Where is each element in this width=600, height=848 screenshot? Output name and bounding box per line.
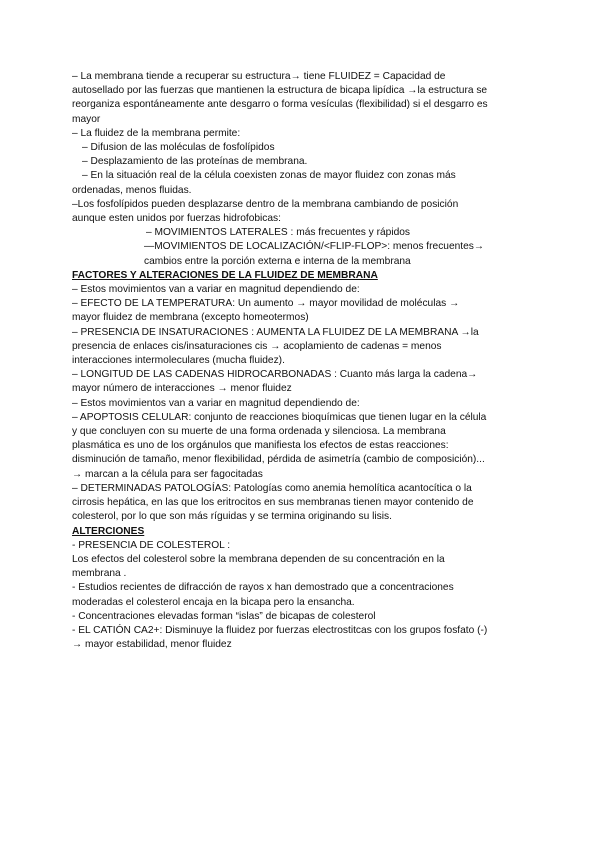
text-line: – LONGITUD DE LAS CADENAS HIDROCARBONADAS : Cuanto más larga la cadena→ xyxy=(72,369,478,381)
text-line: – APOPTOSIS CELULAR: conjunto de reacciones bioquímicas que tienen lugar en la célula xyxy=(72,411,487,423)
text-line: interacciones intermoleculares (mucha fluidez). xyxy=(72,355,285,367)
text-line: membrana . xyxy=(72,568,127,580)
text-line: – Desplazamiento de las proteínas de membrana. xyxy=(82,156,308,168)
text-line: disminución de tamaño, menor flexibilidad, pérdida de asimetría (cambio de composición)... xyxy=(72,454,485,466)
text-line: → mayor estabilidad, menor fluidez xyxy=(72,639,232,651)
text-line: mayor xyxy=(72,113,101,125)
text-line: autosellado por las fuerzas que mantienen la estructura de bicapa lipídica →la estructura se xyxy=(72,85,488,97)
text-line: – PRESENCIA DE INSATURACIONES : AUMENTA LA FLUIDEZ DE LA MEMBRANA →la xyxy=(72,326,479,338)
text-line: plasmática es uno de los orgánulos que manifiesta los efectos de estas reacciones: xyxy=(72,440,449,452)
text-line: → marcan a la célula para ser fagocitadas xyxy=(72,468,263,480)
text-line: – Estos movimientos van a variar en magnitud dependiendo de: xyxy=(72,284,360,296)
text-line: cambios entre la porción externa e interna de la membrana xyxy=(144,255,411,267)
text-line: reorganiza espontáneamente ante desgarro o forma vesículas (flexibilidad) si el desgarro es xyxy=(72,99,488,111)
section-heading: ALTERCIONES xyxy=(72,525,145,537)
text-line: - PRESENCIA DE COLESTEROL : xyxy=(72,539,231,551)
text-line: —MOVIMIENTOS DE LOCALIZACIÓN/<FLIP-FLOP>: menos frecuentes→ xyxy=(144,241,485,253)
text-line: moderadas el colesterol encaja en la bicapa pero la ensancha. xyxy=(72,596,355,608)
section-heading: FACTORES Y ALTERACIONES DE LA FLUIDEZ DE MEMBRANA xyxy=(72,269,378,281)
text-line: – La fluidez de la membrana permite: xyxy=(72,127,241,139)
text-line: y que concluyen con su muerte de una forma ordenada y silenciosa. La membrana xyxy=(72,426,446,438)
text-line: - Concentraciones elevadas forman “islas” de bicapas de colesterol xyxy=(72,610,376,622)
text-line: presencia de enlaces cis/insaturaciones cis → acoplamiento de cadenas = menos xyxy=(72,340,442,352)
text-line: – Difusion de las moléculas de fosfolípidos xyxy=(82,142,275,154)
text-line: – En la situación real de la célula coexisten zonas de mayor fluidez con zonas más xyxy=(82,170,456,182)
text-line: – Estos movimientos van a variar en magnitud dependiendo de: xyxy=(72,397,360,409)
text-line: - Estudios recientes de difracción de rayos x han demostrado que a concentraciones xyxy=(72,582,454,594)
text-line: – MOVIMIENTOS LATERALES : más frecuentes y rápidos xyxy=(146,227,411,239)
text-line: ordenadas, menos fluidas. xyxy=(72,184,192,196)
text-line: Los efectos del colesterol sobre la membrana dependen de su concentración en la xyxy=(72,553,445,565)
text-line: – La membrana tiende a recuperar su estructura→ tiene FLUIDEZ = Capacidad de xyxy=(72,71,446,82)
text-line: cirrosis hepática, en las que los eritrocitos en sus membranas tienen mayor contenido de xyxy=(72,497,474,509)
text-line: colesterol, por lo que son más ríguidas y se termina originando su lisis. xyxy=(72,511,392,523)
text-line: – EFECTO DE LA TEMPERATURA: Un aumento → mayor movilidad de moléculas → xyxy=(72,298,460,310)
document-page xyxy=(72,70,532,652)
text-line: –Los fosfolípidos pueden desplazarse dentro de la membrana cambiando de posición xyxy=(72,198,459,210)
text-line: mayor número de interacciones → menor fluidez xyxy=(72,383,292,395)
text-line: - EL CATIÓN CA2+: Disminuye la fluidez por fuerzas electrostitcas con los grupos fosfato (-) xyxy=(72,624,488,636)
text-line: mayor fluidez de membrana (excepto homeotermos) xyxy=(72,312,309,324)
text-line: aunque esten unidos por fuerzas hidrofobicas: xyxy=(72,213,281,225)
text-line: – DETERMINADAS PATOLOGÍAS: Patologías como anemia hemolítica acantocítica o la xyxy=(72,482,472,494)
